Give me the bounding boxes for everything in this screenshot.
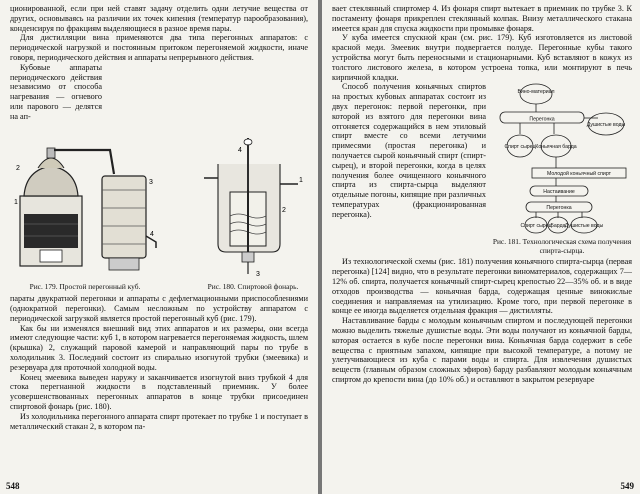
scheme-node-scent: Душистые воды (586, 122, 626, 129)
right-text-mid (332, 82, 632, 384)
right-paragraph: У куба имеется спускной кран (см. рис. 179). Куб изготовляется из листовой красной меди. Змеевик внутри подвергается полуде. Перегонные кубы такого устройства могут быть переносными и стационарными. Куб вставляют в кожух из толстого листового железа, в котором устроена топка, или монтируют в печь кирпичной кладки. (332, 33, 632, 82)
scheme-node-out1: Спирт сырец (520, 223, 552, 230)
left-paragraph: Как бы ни изменялся внешний вид этих аппаратов и их размеры, они всегда имеют следующие части: куб 1, в котором нагревается перегоняемая жидкость, шлем (крышка) 2, служащий паровой камерой и направляющий пары по трубе в холодильник 3. Последний состоит из спирально изогнутой трубки (змеевика) и резервуара для проточной холодной воды. (10, 323, 308, 372)
scheme-node-out2: Барда (550, 223, 566, 230)
svg-text:4: 4 (238, 146, 242, 154)
svg-text:2: 2 (16, 164, 20, 172)
scheme-node-wine: Вино-материал (517, 89, 555, 96)
scheme-node-barda: Коньячная барда (535, 144, 577, 151)
left-paragraph: Для дистилляции вина применяются два типа перегонных аппаратов: с периодической нагрузкой и постоянным притоком перегоняемой жидкости, иначе говоря, периодического действия и аппараты непрерывного действия. (10, 33, 308, 62)
left-figure-zone (10, 63, 308, 291)
figure-179 (10, 124, 160, 292)
scheme-node-out3: Душистые воды (564, 223, 604, 230)
right-text-top (332, 4, 632, 82)
scheme-node-redistill: Перегонка (546, 205, 572, 212)
figure-181-caption: Рис. 181. Технологическая схема получения спирта-сырца. (492, 237, 632, 255)
technological-scheme-diagram (492, 82, 632, 234)
svg-text:3: 3 (149, 178, 153, 186)
left-text-bottom (10, 294, 308, 431)
page-number-right: 549 (620, 481, 634, 491)
left-narrow-text (10, 63, 102, 122)
figure-180 (198, 124, 308, 292)
left-paragraph: Из холодильника перегонного аппарата спирт протекает по трубке 1 и поступает в металлический стакан 2, в котором па- (10, 411, 308, 431)
left-figures (10, 124, 308, 292)
left-page (0, 0, 318, 494)
svg-text:3: 3 (256, 270, 260, 278)
left-paragraph: Кубовые аппараты периодического действия независимо от способа нагревания — огневого или парового — делятся на ап- (10, 62, 102, 121)
right-page (322, 0, 640, 494)
scheme-node-young: Молодой коньячный спирт (547, 171, 611, 178)
right-paragraph: Способ получения коньячных спиртов на простых кубовых аппаратах состоит из двух перегонок: первой перегонки, при которой из взятого для перегонки вина отгоняется содержащийся в нем этиловый спирт вместе со всеми летучими примесями (простая перегонка) и получается сырой коньячный спирт (спирт-сырец), и второй перегонки, когда в целях получения более очищенного коньячного спирта из спирта-сырца выделяют отдельные погоны, кипящие при различных температурах (фракционированная перегонка). (332, 82, 486, 219)
scheme-node-raw: Спирт сырец (504, 144, 536, 151)
svg-text:1: 1 (299, 176, 303, 184)
left-paragraph: ционированной, если при ней ставят задачу отделить одни летучие вещества от других, основываясь на различии их точек кипения (температур парообразования), конденсируя по фракциям выделяющиеся в разное время пары. (10, 4, 308, 33)
spirit-lantern-illustration (198, 124, 308, 282)
right-paragraph: вает стеклянный спиртомер 4. Из фонаря спирт вытекает в приемник по трубке 3. К постаменту фонаря прикреплен стеклянный колпак. Внизу металлического стакана имеется кран для спуска жидкости при промывке фонаря. (332, 4, 632, 33)
scheme-node-distill: Перегонка (529, 116, 555, 123)
figure-180-caption: Рис. 180. Спиртовой фонарь. (207, 281, 299, 291)
simple-still-illustration (10, 124, 160, 282)
left-text-top (10, 4, 308, 63)
left-paragraph: параты двукратной перегонки и аппараты с дефлегмационными приспособлениями (однократной перегонки). Самым несложным по устройству аппаратом с периодической загрузкой является простой перегонный куб (рис. 179). (10, 294, 308, 323)
svg-text:2: 2 (282, 206, 286, 214)
figure-181 (492, 82, 632, 255)
figure-179-caption: Рис. 179. Простой перегонный куб. (29, 281, 141, 291)
right-paragraph: Из технологической схемы (рис. 181) получения коньячного спирта-сырца (первая перегонка) [124] видно, что в результате перегонки виноматериалов, содержащих 7—12% об. спирта, получается коньячный спирт-сырец крепостью 22—35% об. и в виде отходов производства — коньячная барда, содержащая ценные винокислые соединения и направляемая на утилизацию. Кроме того, при первой перегонке в конце ее иногда выделяется отдельная фракция — дистилляты. (332, 257, 632, 316)
left-paragraph: Конец змеевика выведен наружу и заканчивается изогнутой вниз трубкой 4 для стока перегнанной жидкости в подставленный приемник. У более усовершенствованных перегонных аппаратов в конце трубки присоединен спиртовой фонарь (рис. 180). (10, 372, 308, 411)
page-number-left: 548 (6, 481, 20, 491)
scheme-node-infuse: Настаивание (543, 189, 575, 196)
svg-text:4: 4 (150, 230, 154, 238)
svg-text:1: 1 (14, 198, 18, 206)
right-paragraph: Наставливание барды с молодым коньячным спиртом и последующей перегонки можно выделить тяжелые душистые воды. Эти воды получают из коньячной барды, которая остается в кубе после перегонки вина. Коньячная барда содержит в себе вещества с приятным запахом, кипящие при высокой температуре, а потому не улетучивающиеся из куба с парами воды и спирта. Для извлечения душистых веществ (главным образом сложных эфиров) барду разбавляют молодым коньячным спиртом до крепости вина (до 10% об.) и оставляют в закрытом резервуаре (332, 316, 632, 384)
